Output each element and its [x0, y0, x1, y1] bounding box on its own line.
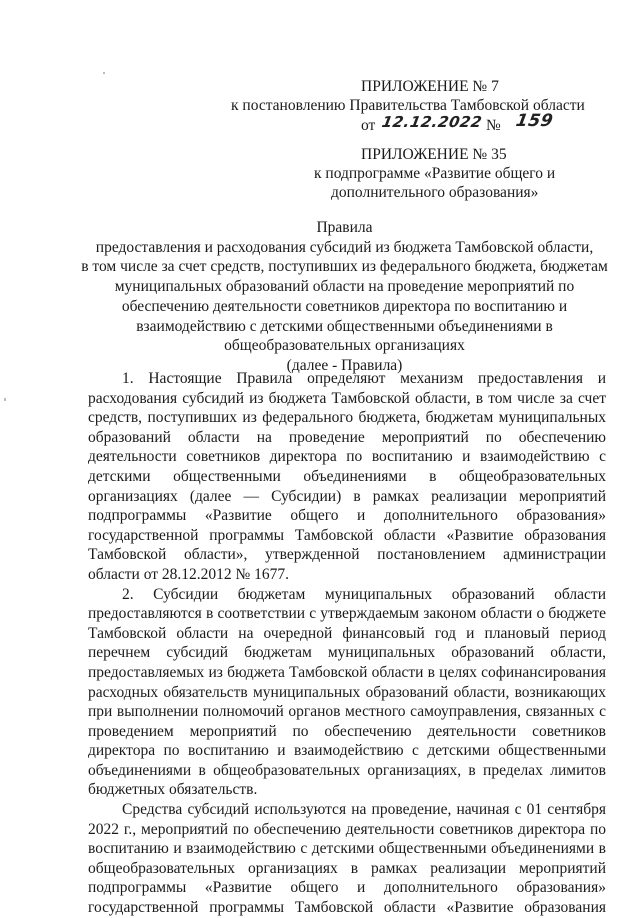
- title-line: предоставления и расходования субсидий из бюджета Тамбовской области,: [95, 238, 594, 256]
- appendix-35-heading: ПРИЛОЖЕНИЕ № 35: [361, 146, 507, 163]
- number-label: №: [486, 117, 501, 134]
- paragraph-2: 2. Субсидии бюджетам муниципальных образований области предоставляются в соответствии с утверждаемым законом области о бюджете Тамбовской области на очередной финансовый год и плановый период перечнем субсидий бюджетам муниципальных образований области, предоставляемых из бюджета Тамбовской области в целях софинансирования расходных обязательств муниципальных образований области, возникающих при выполнении полномочий органов местного самоуправления, связанных с проведением мероприятий по обеспечению деятельности советников директора по воспитанию и взаимодействию с детскими общественными объединениями в общеобразовательных организациях, в пределах лимитов бюджетных обязательств.: [88, 585, 606, 799]
- document-body: [88, 369, 606, 918]
- document-title: [72, 218, 617, 376]
- title-line: общеобразовательных организациях: [224, 337, 465, 355]
- title-line: муниципальных образований области на проведение мероприятий по: [114, 278, 575, 296]
- subprogram-reference-line1: к подпрограмме «Развитие общего и: [314, 165, 556, 182]
- title-line: взаимодействию с детскими общественными объединениями в: [136, 317, 553, 335]
- handwritten-date: 12.12.2022: [380, 113, 484, 131]
- title-line: в том числе за счет средств, поступивших из федерального бюджета, бюджетам: [81, 258, 608, 276]
- scan-mark: [4, 398, 6, 401]
- handwritten-number: 159: [514, 111, 555, 131]
- paragraph-1: 1. Настоящие Правила определяют механизм предоставления и расходования субсидий из бюджета Тамбовской области, в том числе за счет средств, поступивших из федерального бюджета, бюджетам муниципальных образований области на проведение мероприятий по обеспечению деятельности советников директора по воспитанию и взаимодействию с детскими общественными объединениями в общеобразовательных организациях (далее — Субсидии) в рамках реализации мероприятий подпрограммы «Развитие общего и дополнительного образования» государственной программы Тамбовской области «Развитие образования Тамбовской области», утвержденной постановлением администрации области от 28.12.2012 № 1677.: [88, 370, 606, 583]
- subprogram-reference-line2: дополнительного образования»: [331, 184, 539, 201]
- title-line: (далее - Правила): [286, 356, 403, 374]
- appendix-7-heading: ПРИЛОЖЕНИЕ № 7: [361, 78, 499, 95]
- scan-mark: [103, 72, 105, 74]
- title-line: обеспечению деятельности советников директора по воспитанию и: [121, 297, 568, 315]
- paragraph-3: Средства субсидий используются на проведение, начиная с 01 сентября 2022 г., мероприятий по обеспечению деятельности советников директора по воспитанию и взаимодействию с детскими общественными объединениями в общеобразовательных организациях в рамках реализации мероприятий подпрограммы «Развитие общего и дополнительного образования» государственной программы Тамбовской области «Развитие образования: [88, 801, 606, 917]
- from-label: от: [361, 117, 376, 134]
- title-word: Правила: [316, 219, 373, 236]
- resolution-reference: к постановлению Правительства Тамбовской области: [231, 97, 585, 114]
